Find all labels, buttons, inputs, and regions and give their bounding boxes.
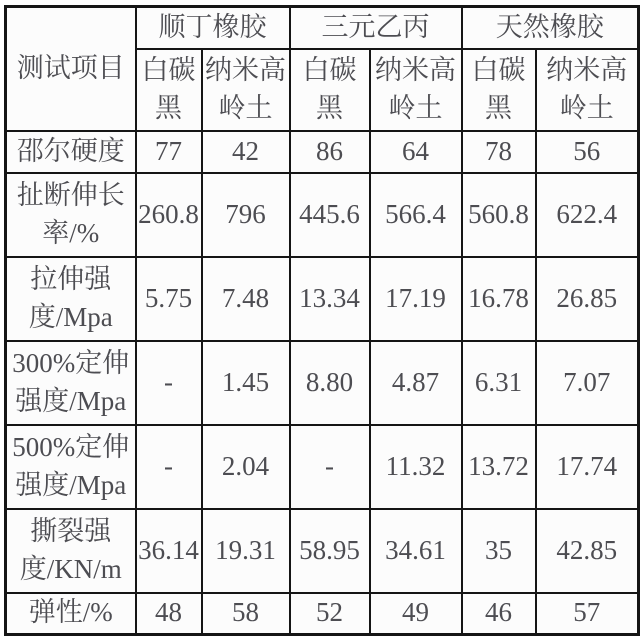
value-cell: 86 [290,131,370,173]
value-cell: 19.31 [202,509,290,593]
row-label: 300%定伸强度/Mpa [6,341,136,425]
sub-header-carbon-black-2: 白碳黑 [290,49,370,131]
value-cell: 2.04 [202,425,290,509]
sub-header-nano-kaolin-2: 纳米高岭土 [370,49,462,131]
value-cell: 13.72 [462,425,536,509]
value-cell: 16.78 [462,257,536,341]
value-cell: 5.75 [136,257,202,341]
value-cell: 52 [290,593,370,635]
value-cell: - [290,425,370,509]
sub-header-nano-kaolin-1: 纳米高岭土 [202,49,290,131]
value-cell: 35 [462,509,536,593]
group-header-epdm: 三元乙丙 [290,7,462,49]
value-cell: 260.8 [136,173,202,257]
row-label: 邵尔硬度 [6,131,136,173]
table-row-elongation-at-break [6,173,639,257]
value-cell: 622.4 [536,173,639,257]
sub-header-carbon-black-3: 白碳黑 [462,49,536,131]
value-cell: 6.31 [462,341,536,425]
value-cell: 1.45 [202,341,290,425]
value-cell: 17.19 [370,257,462,341]
rubber-test-results-table [4,5,640,636]
value-cell: 58.95 [290,509,370,593]
value-cell: 4.87 [370,341,462,425]
value-cell: 49 [370,593,462,635]
value-cell: 42.85 [536,509,639,593]
value-cell: 78 [462,131,536,173]
value-cell: 7.48 [202,257,290,341]
value-cell: 796 [202,173,290,257]
value-cell: 445.6 [290,173,370,257]
value-cell: 7.07 [536,341,639,425]
corner-header-test-items: 测试项目 [6,7,136,131]
table-row-tear-strength [6,509,639,593]
value-cell: 34.61 [370,509,462,593]
value-cell: 48 [136,593,202,635]
group-header-natural-rubber: 天然橡胶 [462,7,639,49]
row-label: 拉伸强度/Mpa [6,257,136,341]
value-cell: 56 [536,131,639,173]
value-cell: 11.32 [370,425,462,509]
value-cell: 17.74 [536,425,639,509]
value-cell: 77 [136,131,202,173]
sub-header-carbon-black-1: 白碳黑 [136,49,202,131]
value-cell: 46 [462,593,536,635]
value-cell: 560.8 [462,173,536,257]
row-label: 撕裂强度/KN/m [6,509,136,593]
table-row-500-modulus [6,425,639,509]
value-cell: 13.34 [290,257,370,341]
row-label: 500%定伸强度/Mpa [6,425,136,509]
row-label: 扯断伸长率/% [6,173,136,257]
value-cell: 26.85 [536,257,639,341]
table-row-elasticity [6,593,639,635]
value-cell: 58 [202,593,290,635]
value-cell: 42 [202,131,290,173]
sub-header-nano-kaolin-3: 纳米高岭土 [536,49,639,131]
row-label: 弹性/% [6,593,136,635]
group-header-butadiene-rubber: 顺丁橡胶 [136,7,290,49]
value-cell: 8.80 [290,341,370,425]
value-cell: 36.14 [136,509,202,593]
table-row-300-modulus [6,341,639,425]
value-cell: 566.4 [370,173,462,257]
value-cell: - [136,425,202,509]
value-cell: 57 [536,593,639,635]
value-cell: - [136,341,202,425]
table-row-shore-hardness [6,131,639,173]
table-row-tensile-strength [6,257,639,341]
value-cell: 64 [370,131,462,173]
group-header-row [6,7,639,49]
